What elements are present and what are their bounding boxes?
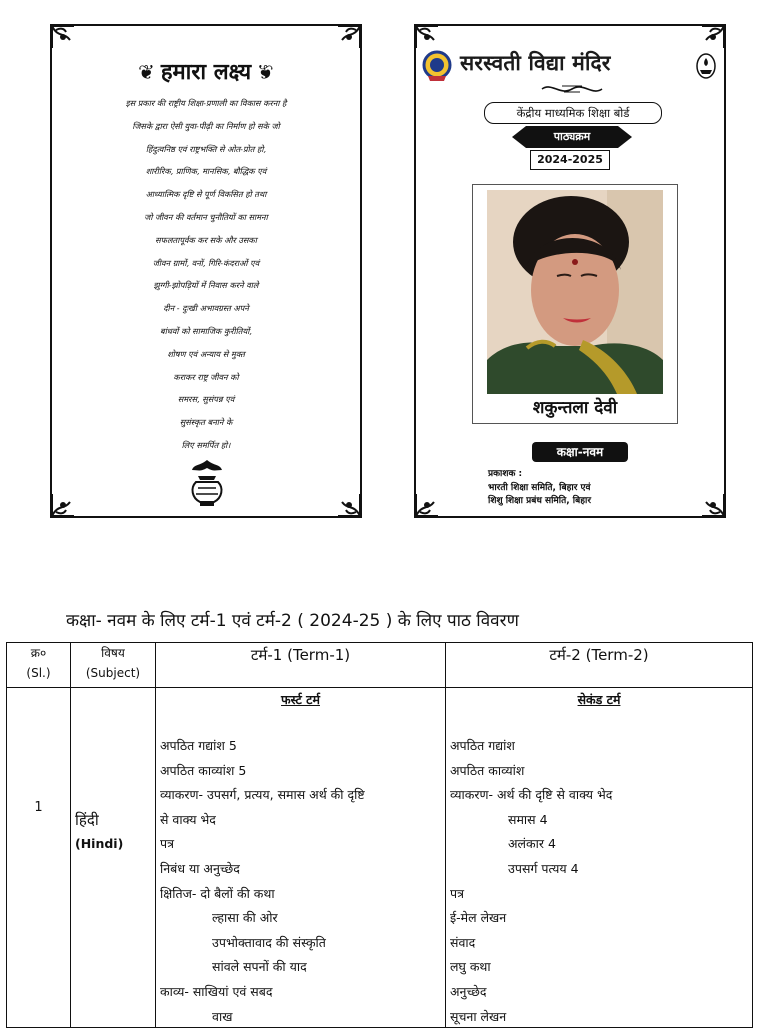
- goal-line: आध्यात्मिक दृष्टि से पूर्ण विकसित हो तथा: [145, 189, 267, 200]
- goal-line: झुग्गी-झोपड़ियों में निवास करने वाले: [153, 280, 259, 291]
- publisher-label: प्रकाशक :: [488, 469, 523, 479]
- portrait-photo: [487, 190, 663, 394]
- row-subject-en: (Hindi): [75, 836, 124, 851]
- list-item: काव्य- साखियां एवं सबद: [160, 983, 273, 999]
- list-item: ई-मेल लेखन: [450, 910, 507, 926]
- goal-line: लिए समर्पित हो।: [181, 439, 231, 450]
- wing-ornament-icon: ❦: [138, 60, 155, 84]
- header-term1: टर्म-1 (Term-1): [156, 643, 446, 688]
- goal-text: [62, 92, 350, 457]
- session-year: 2024-2025: [530, 150, 610, 170]
- school-name: सरस्वती विद्या मंदिर: [460, 51, 611, 75]
- corner-ornament-icon: [700, 24, 726, 50]
- list-item: सूचना लेखन: [450, 1008, 507, 1024]
- term1-title: फर्स्ट टर्म: [281, 692, 320, 707]
- list-item: व्याकरण- अर्थ की दृष्टि से वाक्य भेद: [450, 787, 613, 803]
- list-item: लघु कथा: [450, 959, 491, 975]
- list-item: निबंध या अनुच्छेद: [160, 860, 240, 876]
- list-item: अपठित काव्यांश: [450, 762, 525, 778]
- list-item: क्षितिज- दो बैलों की कथा: [160, 885, 275, 901]
- list-item: अपठित काव्यांश 5: [160, 762, 247, 778]
- goal-line: शारीरिक, प्राणिक, मानसिक, बौद्धिक एवं: [145, 166, 267, 177]
- goal-line: बांधवों को सामाजिक कुरीतियों,: [160, 325, 252, 336]
- table-heading: कक्षा- नवम के लिए टर्म-1 एवं टर्म-2 ( 2024-25 ) के लिए पाठ विवरण: [66, 611, 519, 631]
- goal-line: सफलतापूर्वक कर सके और उसका: [155, 234, 257, 245]
- goal-title-text: हमारा लक्ष्य: [160, 60, 252, 85]
- table-header-row: [7, 643, 753, 688]
- list-item: समास 4: [508, 811, 548, 827]
- portrait-caption: शकुन्तला देवी: [532, 398, 618, 418]
- goal-line: हिंदुत्वनिष्ठ एवं राष्ट्रभक्ति से ओत-प्रोत हो,: [145, 143, 267, 154]
- goal-line: सुसंस्कृत बनाने के: [179, 417, 233, 428]
- header-subject: [71, 643, 156, 688]
- corner-ornament-icon: [50, 24, 76, 50]
- list-item: पत्र: [450, 885, 465, 901]
- list-item: अपठित गद्यांश: [450, 738, 515, 753]
- table-row: [7, 688, 753, 1028]
- wing-ornament-icon: ❦: [257, 60, 274, 84]
- term1-cell: [156, 688, 446, 1028]
- goal-line: कराकर राष्ट्र जीवन को: [173, 371, 239, 382]
- list-item: सांवले सपनों की याद: [212, 959, 307, 975]
- corner-ornament-icon: [50, 492, 76, 518]
- kalash-icon: [186, 458, 228, 508]
- list-item: उपभोक्तावाद की संस्कृति: [212, 934, 326, 950]
- goal-line: इस प्रकार की राष्ट्रीय शिक्षा-प्रणाली का विकास करना है: [125, 98, 287, 108]
- header-sl-en: (Sl.): [26, 666, 51, 680]
- goal-line: जो जीवन की वर्तमान चुनौतियों का सामना: [144, 211, 268, 222]
- term2-title: सेकंड टर्म: [577, 692, 621, 707]
- goal-line: समरस, सुसंपन्न एवं: [177, 394, 235, 405]
- list-item: व्याकरण- उपसर्ग, प्रत्यय, समास अर्थ की दृष्टि: [160, 787, 365, 803]
- corner-ornament-icon: [414, 492, 440, 518]
- list-item: अपठित गद्यांश 5: [160, 738, 237, 753]
- corner-ornament-icon: [336, 24, 362, 50]
- header-term2: टर्म-2 (Term-2): [446, 643, 753, 688]
- row-sl: 1: [34, 800, 43, 815]
- cover-panel: [414, 24, 726, 518]
- row-subject-cell: [71, 688, 156, 1028]
- header-subject-en: (Subject): [85, 666, 141, 680]
- list-item: वाख: [212, 1008, 233, 1024]
- goal-line: दीन - दुःखी अभावग्रस्त अपने: [163, 303, 249, 314]
- publisher-line: भारती शिक्षा समिति, बिहार एवं: [488, 482, 591, 493]
- row-subject-hi: हिंदी: [75, 811, 99, 829]
- goal-line: जिसके द्वारा ऐसी युवा-पीढ़ी का निर्माण हो सके जो: [132, 120, 280, 131]
- term2-list: [450, 734, 612, 1029]
- corner-ornament-icon: [700, 492, 726, 518]
- list-item: अनुच्छेद: [450, 983, 487, 999]
- syllabus-badge: [512, 126, 632, 148]
- goal-title: [52, 56, 360, 86]
- goal-panel: [50, 24, 362, 518]
- publisher-line: शिशु शिक्षा प्रबंध समिति, बिहार: [488, 496, 592, 506]
- school-emblem-icon: [422, 50, 452, 82]
- syllabus-label: पाठ्यक्रम: [553, 130, 591, 143]
- list-item: उपसर्ग पत्यय 4: [508, 860, 579, 876]
- term2-cell: [446, 688, 753, 1028]
- lamp-emblem-icon: [696, 52, 716, 80]
- header-sl-hi: क्र०: [30, 646, 47, 660]
- flourish-ornament-icon: [540, 81, 604, 95]
- header-sl: [7, 643, 71, 688]
- board-name: केंद्रीय माध्यमिक शिक्षा बोर्ड: [484, 102, 662, 124]
- row-sl-cell: [7, 688, 71, 1028]
- header-subject-hi: विषय: [101, 646, 125, 660]
- portrait-frame: [472, 184, 678, 424]
- corner-ornament-icon: [336, 492, 362, 518]
- goal-line: जीवन ग्रामों, वनों, गिरि-कंदराओं एवं: [152, 257, 260, 268]
- publisher-block: [488, 468, 591, 509]
- class-badge: कक्षा-नवम: [532, 442, 628, 462]
- list-item: अलंकार 4: [508, 836, 556, 852]
- term1-list: [160, 734, 365, 1029]
- list-item: संवाद: [450, 934, 476, 950]
- corner-ornament-icon: [414, 24, 440, 50]
- list-item: ल्हासा की ओर: [212, 910, 278, 926]
- list-item: से वाक्य भेद: [160, 811, 216, 827]
- goal-line: शोषण एवं अन्याय से मुक्त: [167, 348, 245, 359]
- syllabus-table: [6, 642, 753, 1028]
- list-item: पत्र: [160, 836, 175, 852]
